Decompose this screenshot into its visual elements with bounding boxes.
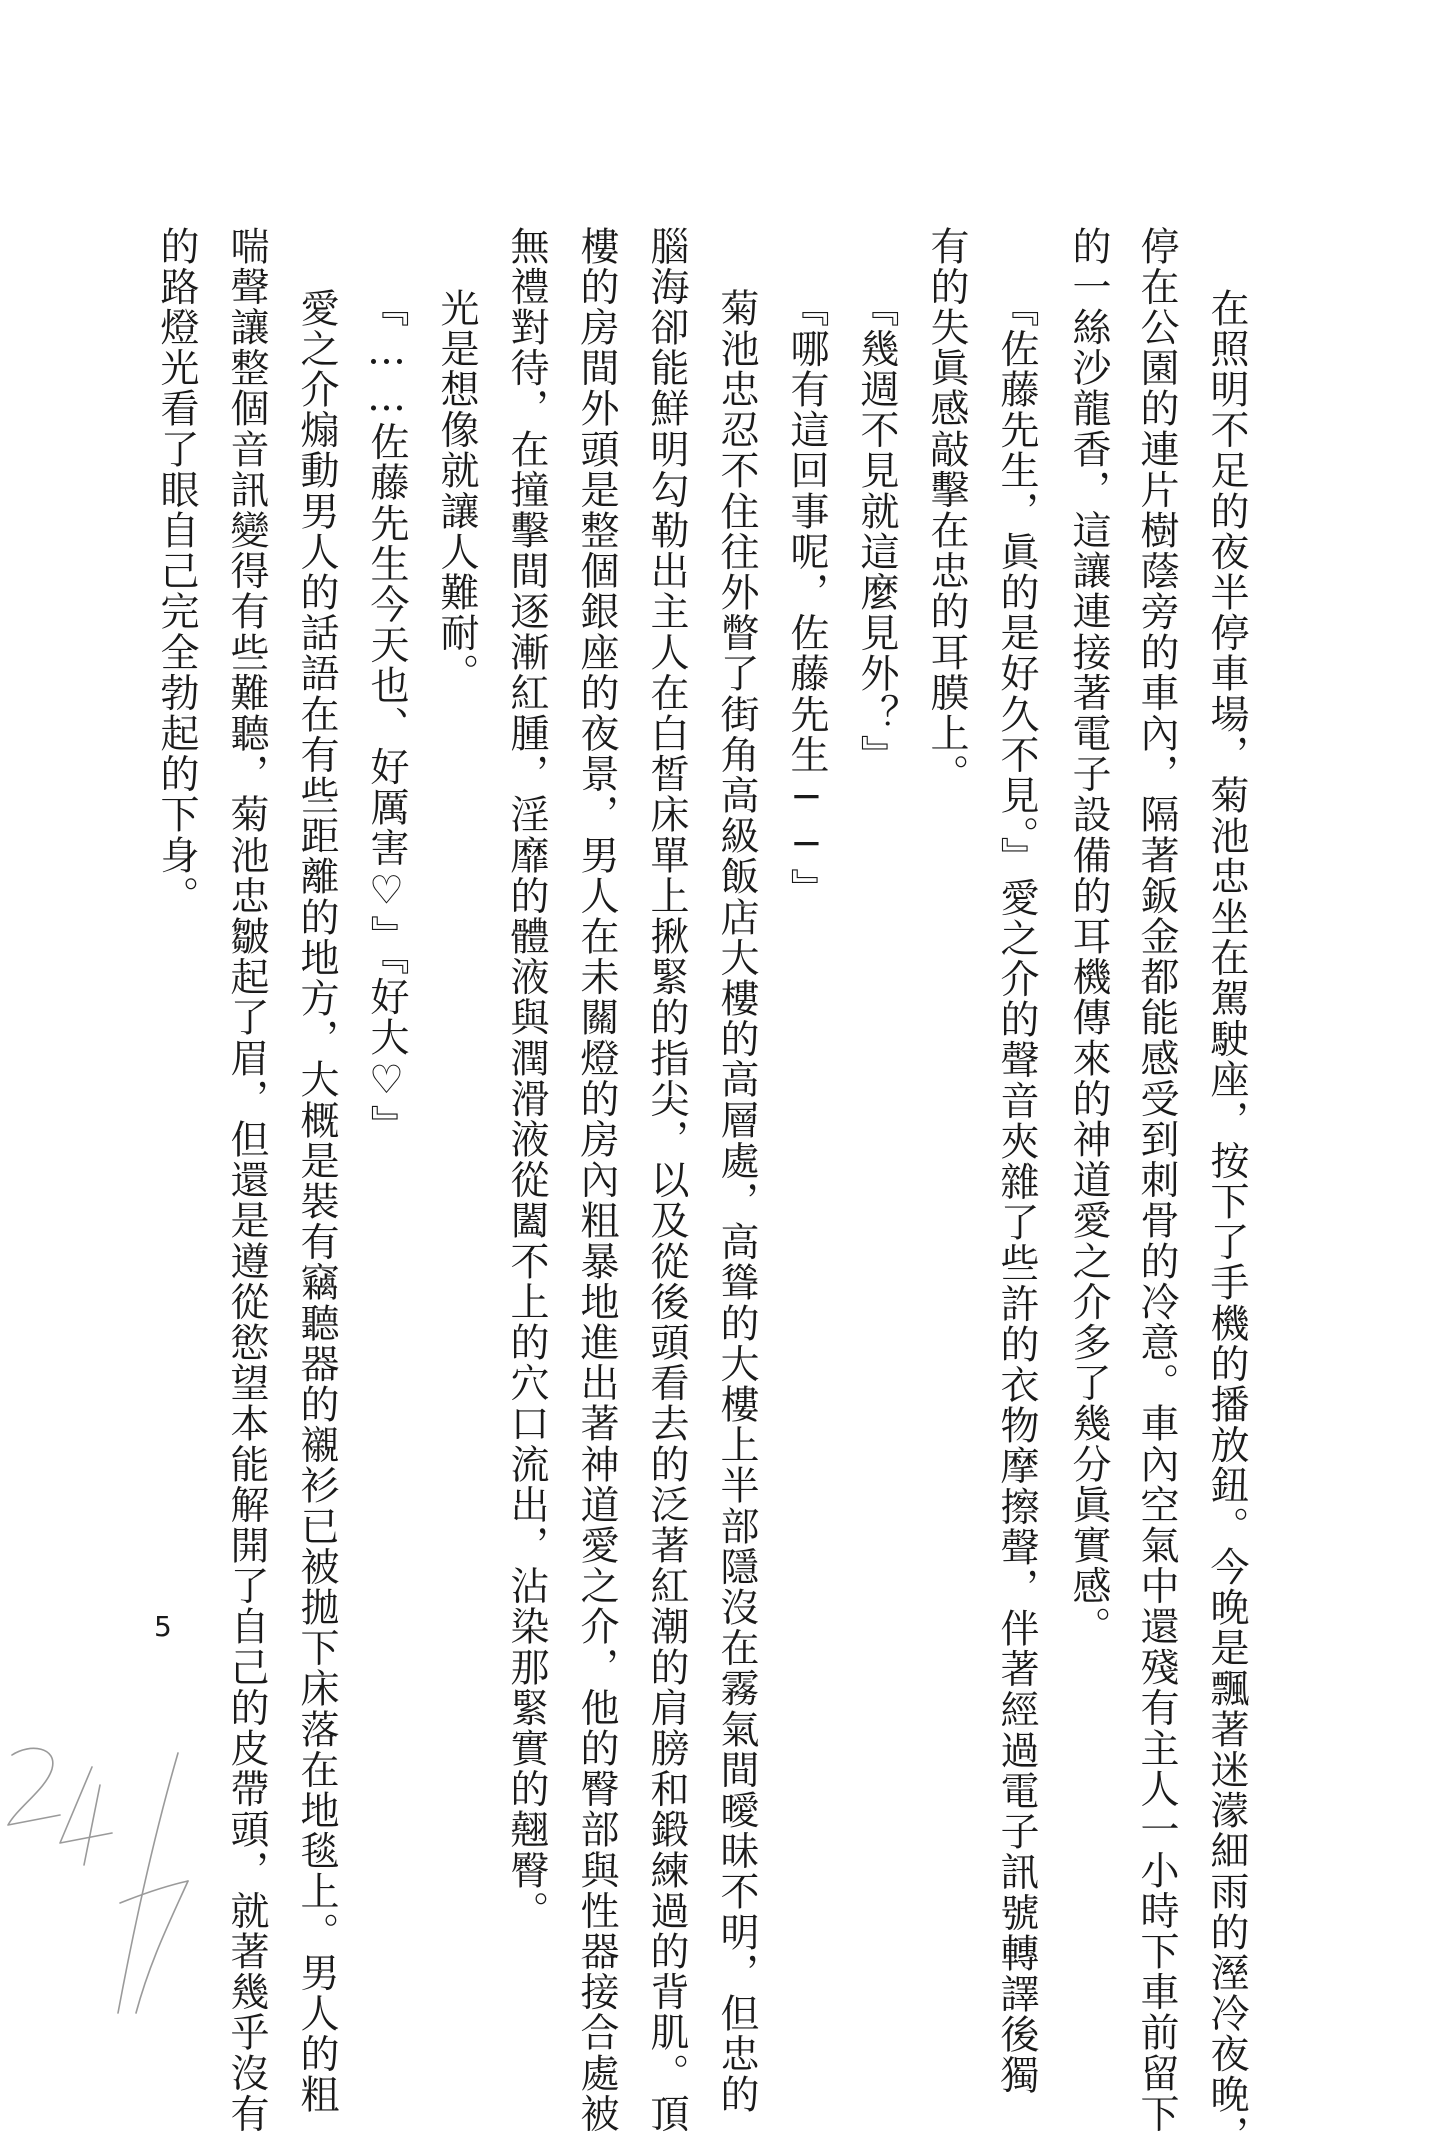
text-column-14: 愛之介煽動男人的話語在有些距離的地方，大概是裝有竊聽器的襯衫已被拋下床落在地毯上。男人的粗 [294,288,339,2115]
text-column-13: 『……佐藤先生今天也、好厲害♡』『好大♡』 [364,288,409,1146]
text-column-4: 『佐藤先生，眞的是好久不見。』愛之介的聲音夾雜了些許的衣物摩擦聲，伴著經過電子訊號轉譯後獨 [994,288,1039,2096]
text-column-3: 的一絲沙龍香，這讓連接著電子設備的耳機傳來的神道愛之介多了幾分眞實感。 [1066,226,1111,1647]
text-column-7: 『哪有這回事呢，佐藤先生──』 [784,288,829,909]
text-column-9: 腦海卻能鮮明勾勒出主人在白皙床單上揪緊的指尖，以及從後頭看去的泛著紅潮的肩膀和鍛練過的背肌。頂 [644,226,689,2135]
text-column-16: 的路燈光看了眼自己完全勃起的下身。 [154,226,199,917]
text-column-12: 光是想像就讓人難耐。 [434,288,479,694]
text-column-2: 停在公園的連片樹蔭旁的車內，隔著鈑金都能感受到刺骨的冷意。車內空氣中還殘有主人一小時下車前留下 [1134,226,1179,2135]
text-column-6: 『幾週不見就這麼見外？』 [854,288,899,776]
page-number: 5 [154,1610,172,1643]
text-column-10: 樓的房間外頭是整個銀座的夜景，男人在未關燈的房內粗暴地進出著神道愛之介，他的臀部與性器接合處被 [574,226,619,2135]
text-column-1: 在照明不足的夜半停車場，菊池忠坐在駕駛座，按下了手機的播放鈕。今晚是飄著迷濛細雨的溼冷夜晚， [1204,288,1249,2156]
text-column-11: 無禮對待，在撞擊間逐漸紅腫，淫靡的體液與潤滑液從闔不上的穴口流出，沾染那緊實的翹臀。 [504,226,549,1932]
text-column-15: 喘聲讓整個音訊變得有些難聽，菊池忠皺起了眉，但還是遵從慾望本能解開了自己的皮帶頭，就著幾乎沒有 [224,226,269,2135]
logo-24-7-icon [0,1745,190,2017]
text-column-5: 有的失眞感敲擊在忠的耳膜上。 [924,226,969,795]
text-column-8: 菊池忠忍不住往外瞥了街角高級飯店大樓的高層處，高聳的大樓上半部隱沒在霧氣間曖昧不明，但忠的 [714,288,759,2115]
